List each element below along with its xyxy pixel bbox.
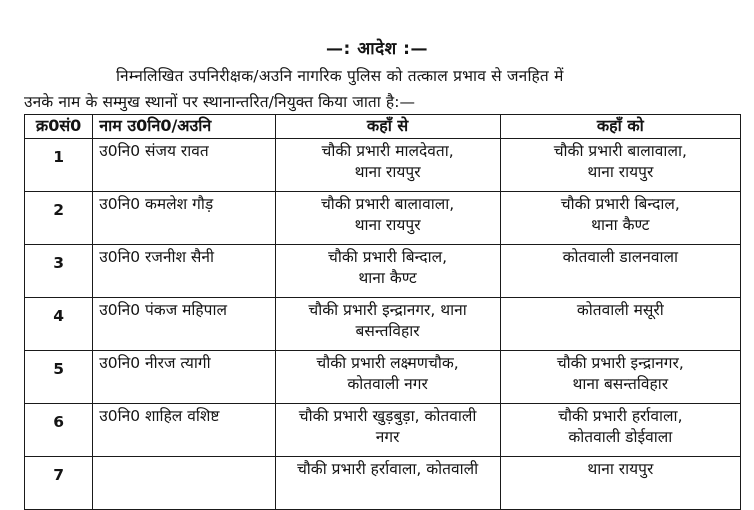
posted-from-line: चौकी प्रभारी इन्द्रानगर, थाना <box>308 301 467 319</box>
order-intro-line-1: निम्नलिखित उपनिरीक्षक/अउनि नागरिक पुलिस को तत्काल प्रभाव से जनहित में <box>116 67 564 85</box>
order-intro-line-2: उनके नाम के सम्मुख स्थानों पर स्थानान्तरित/नियुक्त किया जाता है:— <box>24 93 416 111</box>
officer-name <box>93 457 275 510</box>
posted-from-line: थाना रायपुर <box>354 216 421 234</box>
posted-from-line: चौकी प्रभारी मालदेवता, <box>321 142 454 160</box>
table-row <box>25 457 741 510</box>
posted-to-line: चौकी प्रभारी बिन्दाल, <box>560 195 680 213</box>
serial-number: 3 <box>25 245 93 298</box>
order-heading: —: आदेश :— <box>326 39 428 59</box>
posted-to <box>500 404 740 457</box>
posted-from <box>275 457 500 510</box>
posted-from <box>275 298 500 351</box>
posted-from <box>275 139 500 192</box>
officer-name: उ0नि0 संजय रावत <box>93 139 275 192</box>
table-header-row <box>25 115 741 139</box>
officer-name: उ0नि0 शाहिल वशिष्ट <box>93 404 275 457</box>
transfer-table <box>24 114 741 510</box>
posted-from <box>275 404 500 457</box>
officer-name: उ0नि0 रजनीश सैनी <box>93 245 275 298</box>
column-header-to: कहाँ को <box>500 115 740 139</box>
posted-to <box>500 351 740 404</box>
posted-to-line: चौकी प्रभारी हर्रावाला, <box>558 407 683 425</box>
posted-from-line: चौकी प्रभारी बालावाला, <box>320 195 455 213</box>
serial-number: 5 <box>25 351 93 404</box>
posted-to <box>500 245 740 298</box>
officer-name: उ0नि0 कमलेश गौड़ <box>93 192 275 245</box>
posted-from-line: चौकी प्रभारी खुड़बुड़ा, कोतवाली <box>298 407 477 425</box>
posted-to-line: कोतवाली डालनवाला <box>562 248 679 266</box>
posted-from <box>275 192 500 245</box>
posted-from-line: थाना कैण्ट <box>358 269 417 287</box>
serial-number: 7 <box>25 457 93 510</box>
table-row <box>25 298 741 351</box>
posted-from-line: बसन्तविहार <box>355 322 420 340</box>
posted-from-line: थाना रायपुर <box>354 163 421 181</box>
table-row <box>25 139 741 192</box>
table-row <box>25 404 741 457</box>
posted-to-line: थाना बसन्तविहार <box>572 375 669 393</box>
table-row <box>25 192 741 245</box>
column-header-serial: क्र0सं0 <box>25 115 93 139</box>
posted-from-line: चौकी प्रभारी हर्रावाला, कोतवाली <box>296 460 479 478</box>
posted-to-line: कोतवाली डोईवाला <box>568 428 673 446</box>
posted-to-line: चौकी प्रभारी बालावाला, <box>553 142 687 160</box>
posted-from <box>275 351 500 404</box>
posted-to-line: थाना रायपुर <box>587 460 654 478</box>
officer-name: उ0नि0 नीरज त्यागी <box>93 351 275 404</box>
posted-from-line: नगर <box>375 428 400 446</box>
table-row <box>25 245 741 298</box>
table-row <box>25 351 741 404</box>
serial-number: 2 <box>25 192 93 245</box>
posted-from-line: कोतवाली नगर <box>347 375 428 393</box>
posted-to <box>500 298 740 351</box>
column-header-from: कहाँ से <box>275 115 500 139</box>
posted-to <box>500 192 740 245</box>
posted-from-line: चौकी प्रभारी बिन्दाल, <box>328 248 448 266</box>
posted-to-line: थाना कैण्ट <box>591 216 650 234</box>
serial-number: 1 <box>25 139 93 192</box>
posted-to-line: चौकी प्रभारी इन्द्रानगर, <box>556 354 684 372</box>
posted-to-line: थाना रायपुर <box>587 163 654 181</box>
serial-number: 4 <box>25 298 93 351</box>
serial-number: 6 <box>25 404 93 457</box>
posted-to-line: कोतवाली मसूरी <box>576 301 664 319</box>
posted-to <box>500 457 740 510</box>
column-header-name: नाम उ0नि0/अउनि <box>93 115 275 139</box>
posted-from-line: चौकी प्रभारी लक्ष्मणचौक, <box>316 354 459 372</box>
posted-from <box>275 245 500 298</box>
officer-name: उ0नि0 पंकज महिपाल <box>93 298 275 351</box>
posted-to <box>500 139 740 192</box>
